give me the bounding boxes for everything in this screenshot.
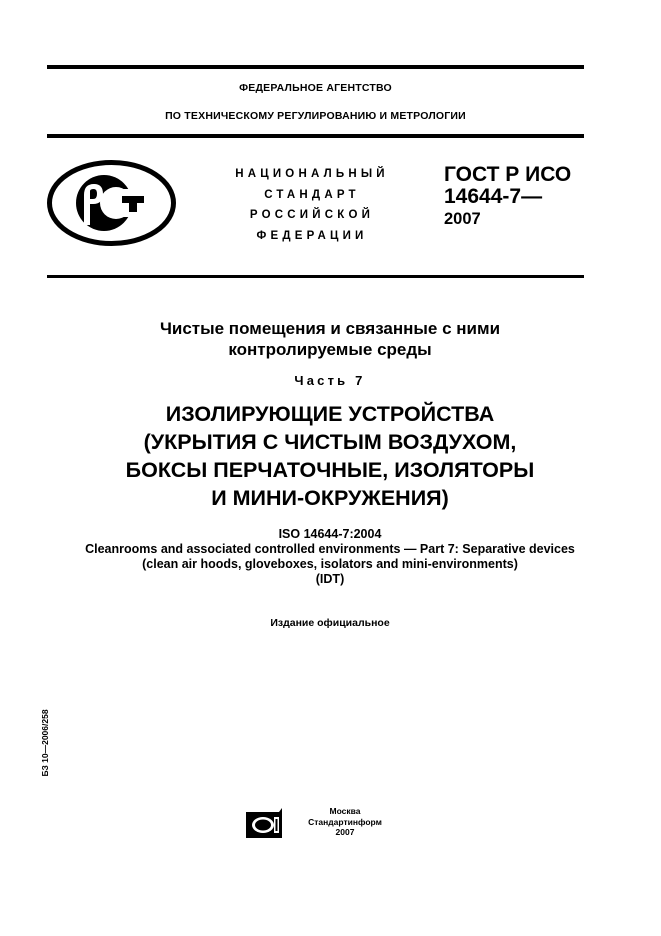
subtitle-line-1: Чистые помещения и связанные с ними [159, 319, 501, 338]
agency-line-1: ФЕДЕРАЛЬНОЕ АГЕНТСТВО [239, 82, 392, 94]
publisher-name: Стандартинформ [308, 816, 382, 827]
iso-title-line-1: Cleanrooms and associated controlled environments — Part 7: Separative devices [85, 542, 575, 556]
iso-idt: (IDT) [315, 572, 345, 586]
standard-designation [444, 164, 571, 230]
part-label: Часть 7 [294, 373, 366, 388]
iso-title-line-2: (clean air hoods, gloveboxes, isolators and mini-environments) [142, 557, 518, 571]
document-main-title [47, 400, 613, 512]
official-edition: Издание официальное [270, 617, 390, 629]
top-rule [47, 65, 584, 69]
side-registration-code: БЗ 10—2006/258 [40, 709, 50, 777]
header-bottom-rule [47, 134, 584, 138]
designation-year: 2007 [444, 210, 481, 228]
standartinform-logo-icon [246, 808, 284, 838]
national-standard-line-1: НАЦИОНАЛЬНЫЙ [235, 168, 389, 180]
iso-code: ISO 14644-7:2004 [278, 527, 382, 541]
national-standard-line-3: РОССИЙСКОЙ [249, 209, 375, 221]
subtitle-line-2: контролируемые среды [228, 340, 432, 359]
designation-line-2: 14644-7— [444, 185, 543, 208]
document-subtitle [47, 318, 613, 360]
title-block-rule [47, 275, 584, 278]
agency-line-2: ПО ТЕХНИЧЕСКОМУ РЕГУЛИРОВАНИЮ И МЕТРОЛОГИИ [165, 110, 466, 122]
iso-reference [30, 527, 630, 587]
publisher-year: 2007 [335, 827, 355, 837]
national-standard-line-2: СТАНДАРТ [264, 188, 360, 201]
main-title-line-4: И МИНИ-ОКРУЖЕНИЯ) [211, 486, 449, 510]
main-title-line-1: ИЗОЛИРУЮЩИЕ УСТРОЙСТВА [165, 402, 495, 426]
main-title-line-2: (УКРЫТИЯ С ЧИСТЫМ ВОЗДУХОМ, [143, 430, 517, 454]
national-standard-block [222, 164, 402, 246]
publisher-imprint [290, 806, 400, 838]
designation-line-1: ГОСТ Р ИСО [444, 163, 572, 186]
national-standard-line-4: ФЕДЕРАЦИИ [256, 229, 368, 242]
publisher-city: Москва [329, 806, 361, 816]
main-title-line-3: БОКСЫ ПЕРЧАТОЧНЫЕ, ИЗОЛЯТОРЫ [125, 458, 535, 482]
rst-certification-mark-icon [46, 159, 177, 247]
